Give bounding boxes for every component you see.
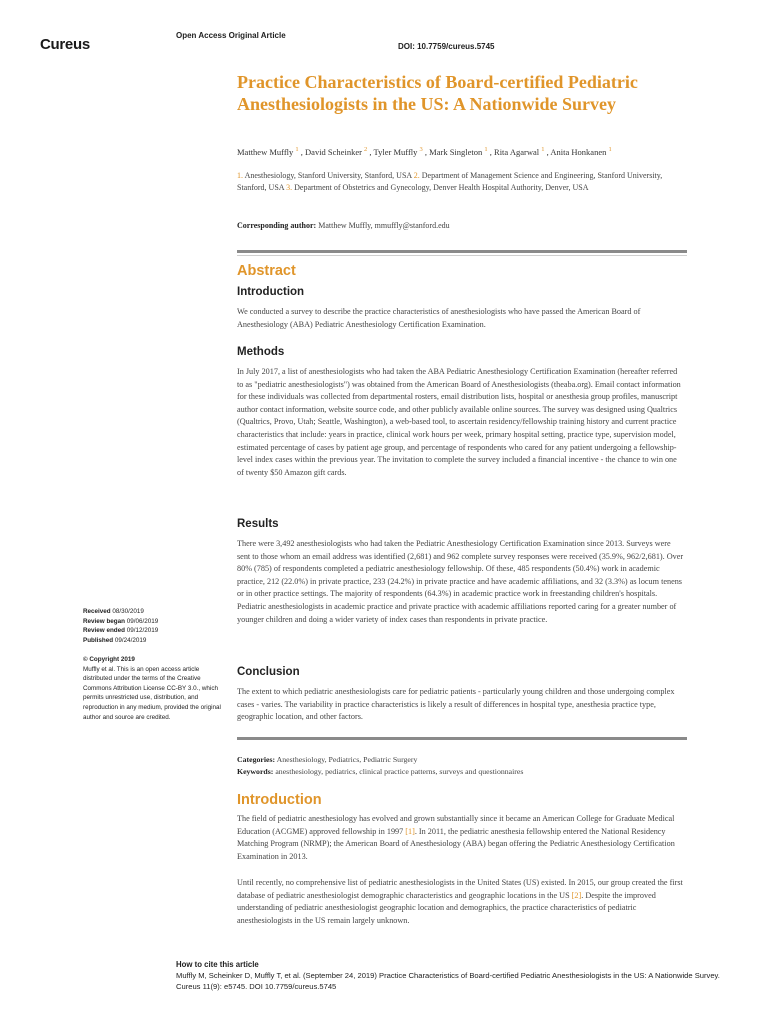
author-list: Matthew Muffly $^1$ , David Scheinker $^2$ , Tyler Muffly $^3$ , Mark Singleton $^1$ , Rita Agarwal $^1$ , Anita Honkanen $^1$: [237, 146, 612, 157]
review-began-date: 09/06/2019: [126, 617, 159, 625]
abstract-methods-text: In July 2017, a list of anesthesiologists who had taken the ABA Pediatric Anesthesiology Certification Examination (hereafter referred to as "pediatric anesthesiologists") was obtained from the American Board of Anesthesiologists (theaba.org). Email contact information for these individuals was collected from departmental rosters, email distribution lists, hospital or anesthesia group profiles, manuscript author contact information, website source code, and other publicly available online sources. The survey was designed using Qualtrics (Qualtrics, Provo, Utah; Seattle, Washington), a web-based tool, to ascertain residency/fellowship training history and current practice characteristics that include: years in practice, clinical work hours per week, primary hospital setting, practice type, supervision model, estimated percentage of cases by patient age group, and percentage of respondents who cared for any patient undergoing a fellowship-level index cases within the previous year. The invitation to complete the survey included a financial incentive - the chance to win one of twenty $50 Amazon gift cards.: [237, 367, 681, 477]
abstract-results-text: There were 3,492 anesthesiologists who had taken the Pediatric Anesthesiology Certification Examination since 2013. Surveys were sent to those whom an email address was identified (2,681) and 962 complete survey responses were received (35.9%, 962/2,681). Over 80% (785) of respondents completed a pediatric anesthesiology fellowship. Of these, 485 respondents (50.4%) work in academic practice, 212 (22.0%) in private practice, 233 (24.2%) in private practice and have academic affiliations, and 32 (3.3%) as locum tenens or in other practice settings. The majority of respondents (64.3%) in academic practice work in freestanding children's hospitals. Pediatric anesthesiologists in academic practice and private practice with academic affiliations reported caring for a greater number of younger children and doing a wider variety of index cases than respondents in private practice.: [237, 539, 684, 624]
author-affiliation: 1: [484, 146, 488, 153]
author-affiliation: 1: [541, 146, 545, 153]
copyright-label: © Copyright 2019: [83, 656, 135, 663]
affiliation-text: Department of Obstetrics and Gynecology, Denver Health Hospital Authority, Denver, USA: [294, 183, 589, 192]
section-divider: [237, 250, 687, 253]
copyright-block: [83, 655, 223, 722]
author-name[interactable]: David Scheinker: [305, 146, 362, 157]
received-label: Received: [83, 608, 111, 615]
abstract-results-heading: Results: [237, 518, 279, 530]
published-label: Published: [83, 636, 114, 644]
author-name[interactable]: Anita Honkanen: [550, 146, 607, 157]
reference-link-1[interactable]: [1]: [405, 826, 415, 836]
corresponding-author: [237, 221, 687, 230]
article-title: Practice Characteristics of Board-certified Pediatric Anesthesiologists in the US: A Nationwide Survey: [237, 72, 638, 114]
author-affiliation: 1: [608, 146, 612, 153]
abstract-conclusion-heading: Conclusion: [237, 666, 300, 678]
abstract-conclusion-text: The extent to which pediatric anesthesiologists care for pediatric patients - particularly young children and those undergoing complex cases - varies. The variability in practice characteristics is likely a result of differences in hospital type, anesthesia practice type, geographic location, and other factors.: [237, 687, 675, 722]
intro-p2-text-b: . Despite the improved understanding of pediatric anesthesiologist geographic location and demographics, the practice characteristics of pediatric anesthesiologists in the US remain largely unknown.: [237, 890, 656, 925]
article-type: Open Access Original Article: [176, 31, 286, 40]
section-divider-thin: [237, 255, 687, 256]
affiliation-text: Anesthesiology, Stanford University, Stanford, USA: [244, 171, 412, 180]
corresponding-author-label: Corresponding author:: [237, 221, 317, 230]
categories-label: Categories:: [237, 755, 276, 764]
affiliation-text: Department of Management Science and Engineering, Stanford University, Stanford, USA: [237, 171, 663, 192]
affiliation-number: 2.: [413, 171, 420, 180]
categories-value: Anesthesiology, Pediatrics, Pediatric Surgery: [276, 755, 418, 764]
author-affiliation: 2: [364, 146, 368, 153]
corresponding-author-value[interactable]: Matthew Muffly, mmuffly@stanford.edu: [318, 221, 450, 230]
author-affiliation: 1: [295, 146, 299, 153]
abstract-introduction-heading: Introduction: [237, 286, 305, 298]
affiliation-number: 1.: [237, 171, 243, 180]
affiliation-number: 3.: [286, 183, 293, 192]
article-dates: [83, 607, 223, 645]
abstract-heading: Abstract: [237, 263, 296, 279]
affiliations: [237, 170, 687, 194]
cite-text: Muffly M, Scheinker D, Muffly T, et al. (September 24, 2019) Practice Characteristics of Board-certified Pediatric Anesthesiologists in the US: A Nationwide Survey. Cureus 11(9): e5745. DOI 10.7759/cureus.5745: [176, 971, 720, 991]
review-ended-date: 09/12/2019: [126, 627, 159, 635]
review-began-label: Review began: [83, 617, 125, 625]
keywords-value: anesthesiology, pediatrics, clinical practice patterns, surveys and questionnaires: [275, 767, 524, 776]
review-ended-label: Review ended: [83, 627, 125, 635]
intro-p1-text-a: The field of pediatric anesthesiology has evolved and grown substantially since it became an American College for Graduate Medical Education (ACGME) approved fellowship in 1997: [237, 814, 675, 836]
intro-p1-text-b: . In 2011, the pediatric anesthesia fellowship entered the National Residency Matching Program (NRMP); the American Board of Anesthesiology (ABA) began offering the Pediatric Anesthesiology Certification Examination in 2013.: [237, 826, 675, 861]
author-affiliation: 3: [419, 146, 423, 153]
cite-heading: How to cite this article: [176, 960, 259, 969]
keywords-label: Keywords:: [237, 767, 274, 776]
author-name[interactable]: Rita Agarwal: [494, 146, 540, 157]
author-name[interactable]: Mark Singleton: [429, 146, 483, 157]
author-name[interactable]: Matthew Muffly: [237, 146, 294, 157]
introduction-paragraph-2: [237, 877, 685, 927]
introduction-paragraph-1: [237, 813, 685, 863]
intro-p2-text-a: Until recently, no comprehensive list of pediatric anesthesiologists in the United States (US) existed. In 2015, our group created the first database of pediatric anesthesiologist demographic characteristics and geographic locations in the US: [237, 878, 683, 900]
received-date: 08/30/2019: [112, 608, 144, 615]
introduction-heading: Introduction: [237, 792, 322, 808]
published-date: 09/24/2019: [114, 636, 147, 644]
author-name[interactable]: Tyler Muffly: [373, 146, 418, 157]
abstract-methods-heading: Methods: [237, 346, 285, 358]
journal-logo: Cureus: [40, 36, 90, 53]
section-divider: [237, 737, 687, 740]
license-text: Muffly et al. This is an open access article distributed under the terms of the Creative Commons Attribution License CC-BY 3.0., which permits unrestricted use, distribution, and reproduction in any medium, provided the original author and source are credited.: [83, 665, 221, 721]
categories-keywords: [237, 754, 687, 778]
abstract-introduction-text: We conducted a survey to describe the practice characteristics of anesthesiologists who have passed the American Board of Anesthesiology (ABA) Pediatric Anesthesiology Certification Examination.: [237, 307, 641, 329]
reference-link-2[interactable]: [2]: [571, 890, 582, 900]
doi[interactable]: DOI: 10.7759/cureus.5745: [398, 42, 495, 51]
